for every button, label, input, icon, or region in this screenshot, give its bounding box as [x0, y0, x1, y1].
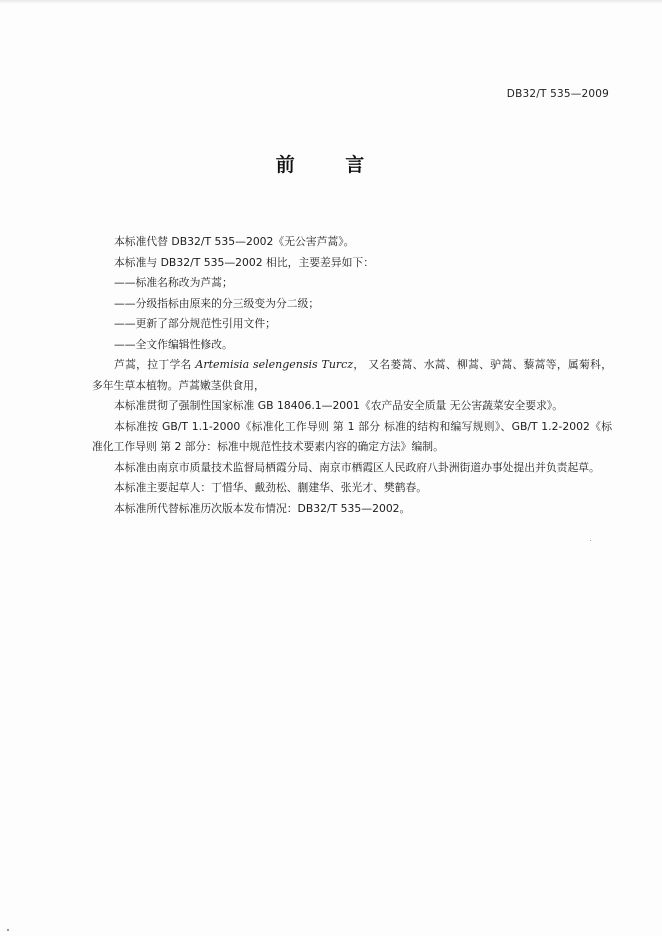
plant-description-rest: ， 又名蒌蒿、水蒿、柳蒿、驴蒿、藜蒿等，属菊科，多年生草本植物。芦蒿嫩茎供食用，	[92, 358, 612, 392]
latin-name: Artemisia selengensis Turcz	[195, 358, 354, 371]
list-item-name-change: ——标准名称改为芦蒿；	[114, 276, 233, 289]
scan-speck	[590, 540, 591, 541]
paragraph-mandatory-standard: 本标准贯彻了强制性国家标准 GB 18406.1—2001《农产品安全质量 无公害蔬菜安全要求》。	[114, 399, 564, 412]
paragraph-differences: 本标准与 DB32/T 535—2002 相比，主要差异如下：	[114, 255, 375, 269]
document-code: DB32/T 535—2009	[506, 88, 609, 100]
paragraph-proposers: 本标准由南京市质量技术监督局栖霞分局、南京市栖霞区人民政府八卦洲街道办事处提出并负责起草。	[114, 460, 600, 474]
paragraph-version-history: 本标准所代替标准历次版本发布情况：DB32/T 535—2002。	[114, 501, 411, 515]
paragraph-drafting-rules: 本标准按 GB/T 1.1-2000《标准化工作导则 第 1 部分 标准的结构和编写规则》、GB/T 1.2-2002《标准化工作导则 第 2 部分：标准中规范性技术要素内容的确定方法》编制。	[92, 419, 612, 453]
paragraph-plant-description	[92, 355, 612, 396]
foreword-body	[92, 232, 612, 519]
list-item-editorial-revision: ——全文作编辑性修改。	[114, 337, 233, 351]
scan-top-edge	[0, 0, 662, 4]
plant-description-lead: 芦蒿，拉丁学名	[114, 358, 196, 371]
paragraph-replaces: 本标准代替 DB32/T 535—2002《无公害芦蒿》。	[114, 235, 355, 248]
scan-speck	[7, 929, 9, 931]
paragraph-drafters: 本标准主要起草人：丁惜华、戴劲松、蒯建华、张光才、樊鹤春。	[114, 481, 428, 494]
page-title: 前 言	[275, 154, 387, 176]
list-item-references-update: ——更新了部分规范性引用文件；	[114, 317, 276, 330]
list-item-grading-change: ——分级指标由原来的分三级变为分二级；	[114, 296, 320, 310]
